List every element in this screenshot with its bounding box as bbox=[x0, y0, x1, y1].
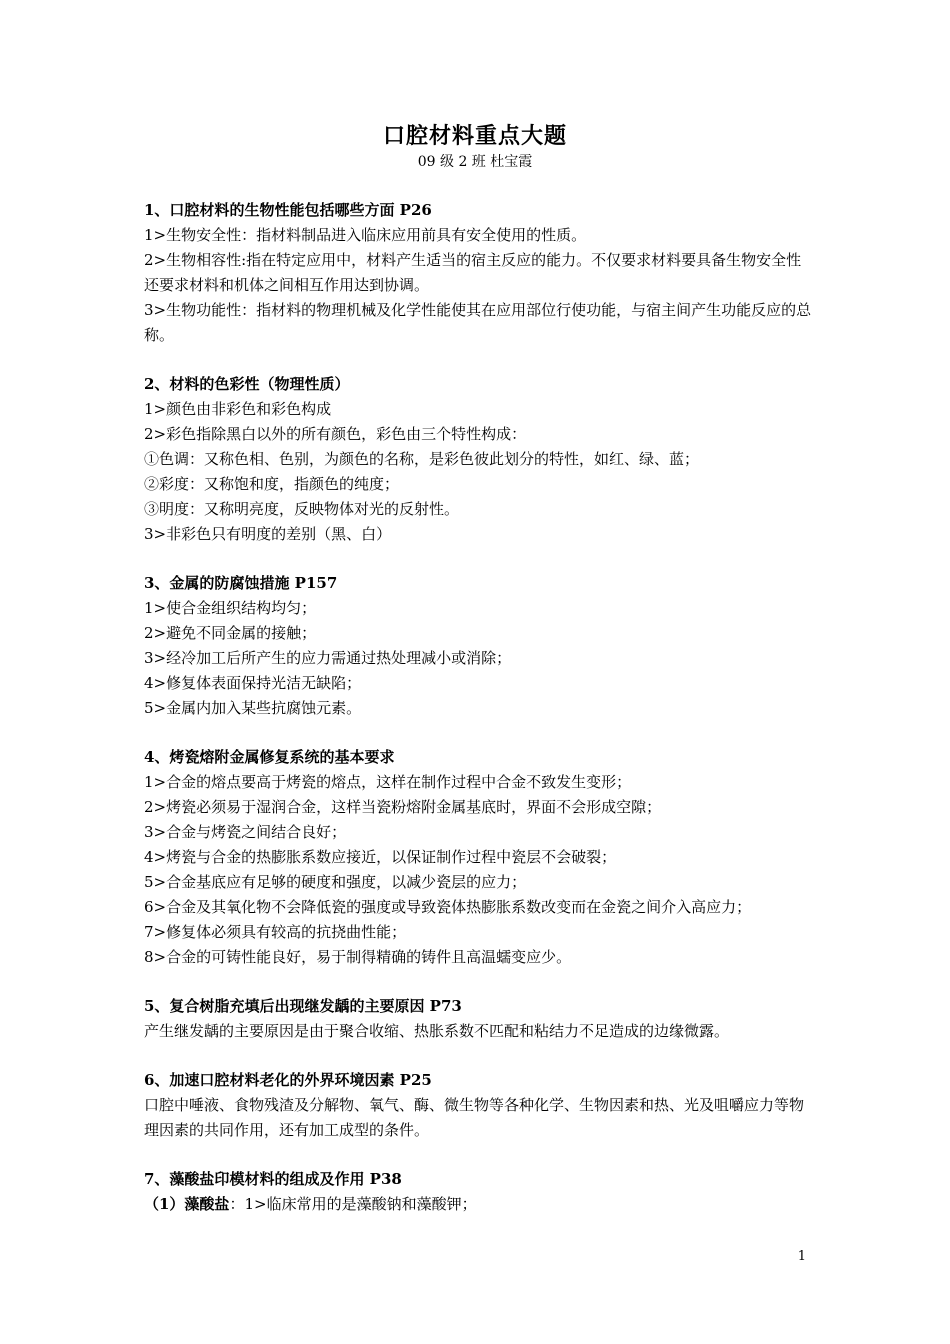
paragraph-line: 产生继发龋的主要原因是由于聚合收缩、热胀系数不匹配和粘结力不足造成的边缘微露。 bbox=[144, 1022, 730, 1040]
paragraph-line: 3>合金与烤瓷之间结合良好； bbox=[144, 823, 347, 841]
paragraph-line: ③明度：又称明亮度，反映物体对光的反射性。 bbox=[144, 500, 460, 518]
section-heading: 3、金属的防腐蚀措施 P157 bbox=[144, 574, 338, 592]
section-heading: 6、加速口腔材料老化的外界环境因素 P25 bbox=[144, 1071, 432, 1089]
paragraph-line: 4>修复体表面保持光洁无缺陷； bbox=[144, 674, 362, 692]
paragraph-line: ②彩度：又称饱和度，指颜色的纯度； bbox=[144, 475, 400, 493]
paragraph-line: 3>非彩色只有明度的差别（黑、白） bbox=[144, 525, 392, 543]
paragraph-line: 2>避免不同金属的接触； bbox=[144, 624, 317, 642]
document-header bbox=[0, 120, 950, 172]
paragraph-line: 2>生物相容性:指在特定应用中，材料产生适当的宿主反应的能力。不仅要求材料要具备生物安全性还要求材料和机体之间相互作用达到协调。 bbox=[144, 251, 802, 294]
document-subtitle: 09 级 2 班 杜宝霞 bbox=[417, 154, 533, 170]
section-1 bbox=[144, 198, 816, 348]
section-2 bbox=[144, 372, 816, 547]
paragraph-line: 1>合金的熔点要高于烤瓷的熔点，这样在制作过程中合金不致发生变形； bbox=[144, 773, 632, 791]
section-heading: 2、材料的色彩性（物理性质） bbox=[144, 375, 350, 393]
page-number: 1 bbox=[797, 1249, 806, 1264]
document-title: 口腔材料重点大题 bbox=[382, 123, 567, 149]
paragraph-line: 4>烤瓷与合金的热膨胀系数应接近，以保证制作过程中瓷层不会破裂； bbox=[144, 848, 617, 866]
section-6 bbox=[144, 1068, 816, 1143]
paragraph-line: 2>彩色指除黑白以外的所有颜色，彩色由三个特性构成： bbox=[144, 425, 527, 443]
paragraph-line: 2>烤瓷必须易于湿润合金，这样当瓷粉熔附金属基底时，界面不会形成空隙； bbox=[144, 798, 662, 816]
section-3 bbox=[144, 571, 816, 721]
section-5 bbox=[144, 994, 816, 1044]
paragraph-line: 8>合金的可铸性能良好，易于制得精确的铸件且高温蠕变应少。 bbox=[144, 948, 572, 966]
item-bold-label: （1）藻酸盐 bbox=[144, 1195, 230, 1213]
paragraph-line: 6>合金及其氧化物不会降低瓷的强度或导致瓷体热膨胀系数改变而在金瓷之间介入高应力； bbox=[144, 898, 752, 916]
paragraph-line: 7>修复体必须具有较高的抗挠曲性能； bbox=[144, 923, 407, 941]
paragraph-line: 1>生物安全性：指材料制品进入临床应用前具有安全使用的性质。 bbox=[144, 226, 587, 244]
paragraph-line bbox=[144, 1192, 816, 1217]
paragraph-line: 3>生物功能性：指材料的物理机械及化学性能使其在应用部位行使功能，与宿主间产生功能反应的总称。 bbox=[144, 301, 812, 344]
paragraph-line: 3>经冷加工后所产生的应力需通过热处理减小或消除； bbox=[144, 649, 512, 667]
paragraph-line: 1>使合金组织结构均匀； bbox=[144, 599, 317, 617]
paragraph-line: 1>颜色由非彩色和彩色构成 bbox=[144, 400, 332, 418]
item-text: ：1>临床常用的是藻酸钠和藻酸钾； bbox=[229, 1195, 477, 1213]
paragraph-line: 5>金属内加入某些抗腐蚀元素。 bbox=[144, 699, 362, 717]
document-body bbox=[144, 198, 816, 1241]
section-7 bbox=[144, 1167, 816, 1217]
section-heading: 1、口腔材料的生物性能包括哪些方面 P26 bbox=[144, 201, 432, 219]
paragraph-line: 口腔中唾液、食物残渣及分解物、氧气、酶、微生物等各种化学、生物因素和热、光及咀嚼应力等物理因素的共同作用，还有加工成型的条件。 bbox=[144, 1096, 805, 1139]
section-4 bbox=[144, 745, 816, 970]
section-heading: 5、复合树脂充填后出现继发龋的主要原因 P73 bbox=[144, 997, 462, 1015]
section-heading: 4、烤瓷熔附金属修复系统的基本要求 bbox=[144, 748, 395, 766]
section-heading: 7、藻酸盐印模材料的组成及作用 P38 bbox=[144, 1170, 402, 1188]
paragraph-line: 5>合金基底应有足够的硬度和强度，以减少瓷层的应力； bbox=[144, 873, 527, 891]
paragraph-line: ①色调：又称色相、色别，为颜色的名称，是彩色彼此划分的特性，如红、绿、蓝； bbox=[144, 450, 700, 468]
